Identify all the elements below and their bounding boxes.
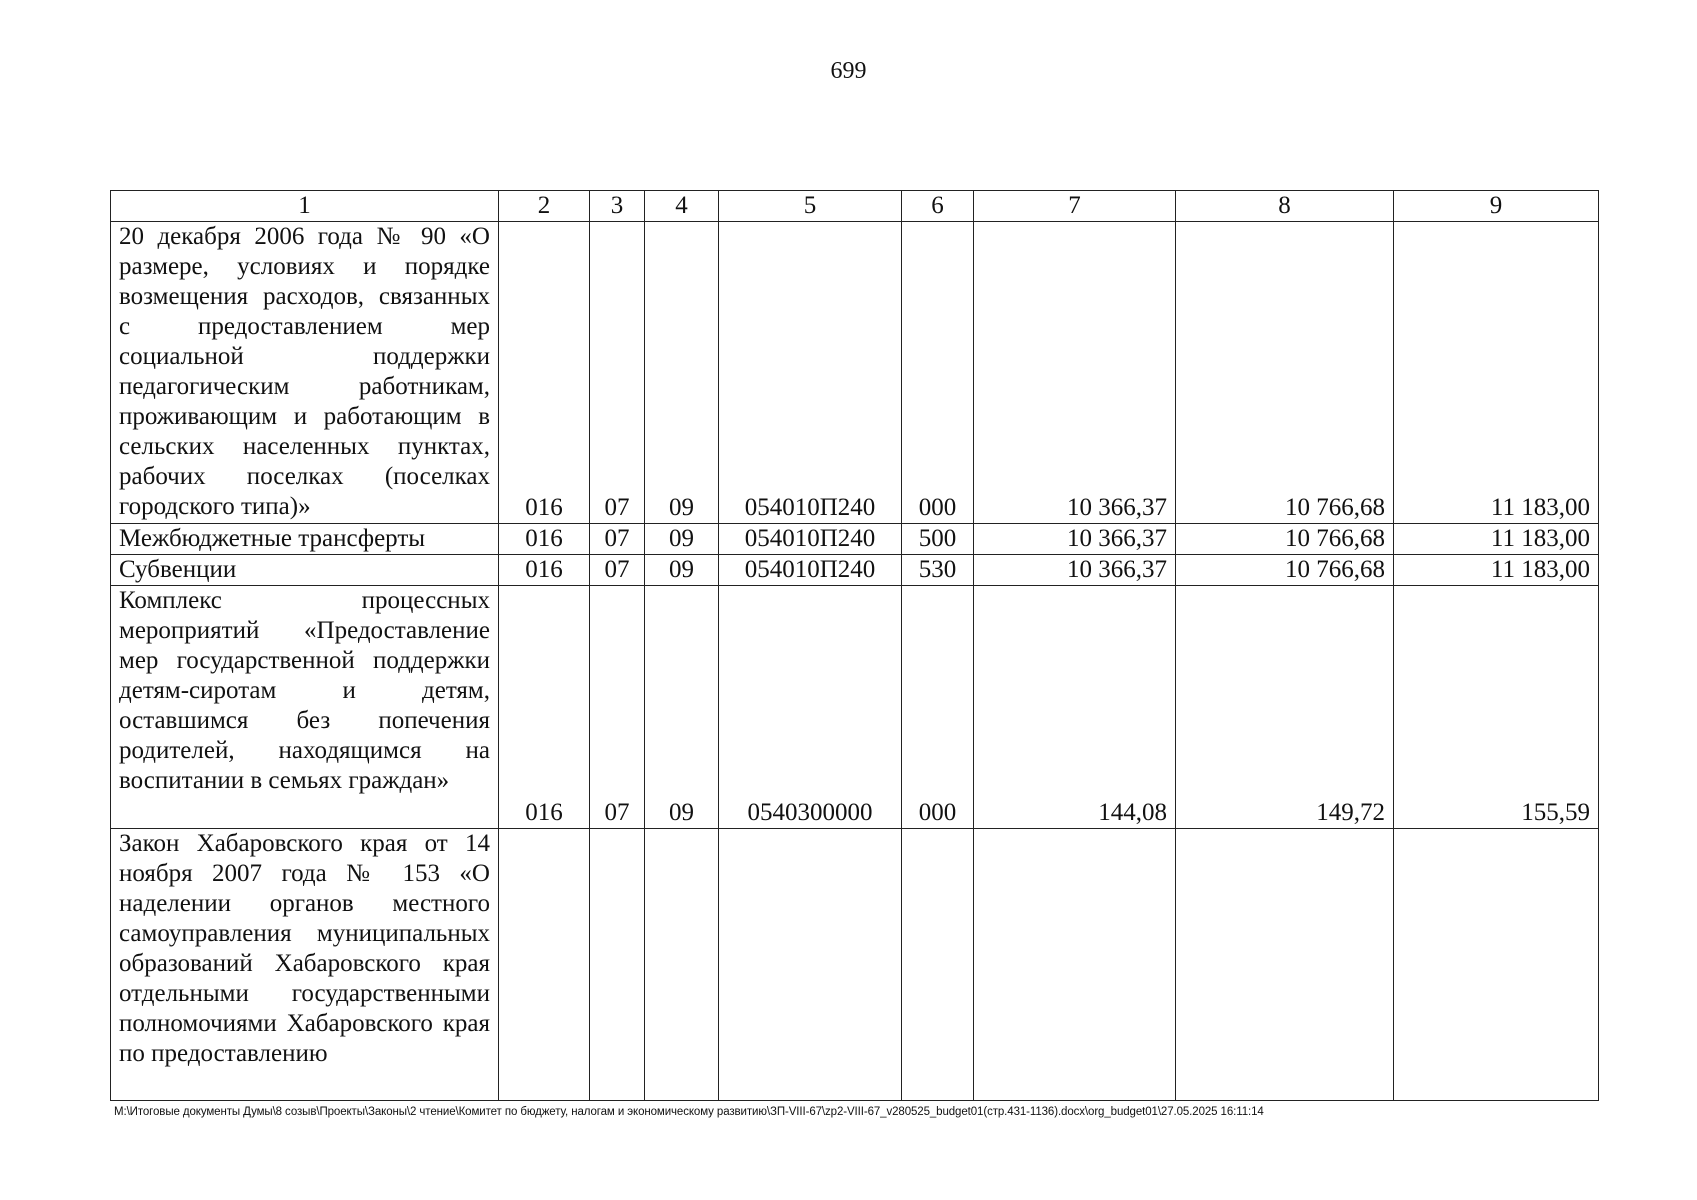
row-description: Субвенции: [111, 555, 499, 586]
cell-target-article: 0540300000: [719, 586, 902, 829]
cell-subsection: 09: [645, 222, 719, 524]
column-header: 6: [902, 191, 974, 222]
cell-amount-1: 10 366,37: [974, 222, 1176, 524]
cell-expense-type: [902, 829, 974, 1101]
cell-amount-1: 144,08: [974, 586, 1176, 829]
cell-target-article: 054010П240: [719, 524, 902, 555]
row-description: Комплекс процессных мероприятий «Предоставление мер государственной поддержки детям-сиротам и детям, оставшимся без попечения родителей, находящимся на воспитании в семьях граждан»: [111, 586, 499, 829]
cell-section: 07: [590, 555, 645, 586]
table-row: [111, 524, 1599, 555]
table-row: [111, 555, 1599, 586]
cell-grbs: [499, 829, 590, 1101]
cell-expense-type: 000: [902, 222, 974, 524]
cell-target-article: 054010П240: [719, 222, 902, 524]
cell-subsection: 09: [645, 586, 719, 829]
cell-expense-type: 500: [902, 524, 974, 555]
cell-subsection: 09: [645, 555, 719, 586]
cell-amount-3: 11 183,00: [1394, 524, 1599, 555]
column-header: 7: [974, 191, 1176, 222]
column-header: 4: [645, 191, 719, 222]
column-header: 5: [719, 191, 902, 222]
cell-expense-type: 000: [902, 586, 974, 829]
cell-target-article: [719, 829, 902, 1101]
file-path-footer: M:\Итоговые документы Думы\8 созыв\Проекты\Законы\2 чтение\Комитет по бюджету, налогам и экономическому развитию\ЗП-VIII-67\zp2-VIII-67_v280525_budget01(стр.431-1136).docx\org_budget01\27.05.2025 16:11:14: [114, 1106, 1264, 1118]
column-header: 2: [499, 191, 590, 222]
cell-expense-type: 530: [902, 555, 974, 586]
cell-amount-3: [1394, 829, 1599, 1101]
cell-amount-3: 11 183,00: [1394, 555, 1599, 586]
row-description: Межбюджетные трансферты: [111, 524, 499, 555]
cell-subsection: [645, 829, 719, 1101]
table-row: [111, 586, 1599, 829]
cell-target-article: 054010П240: [719, 555, 902, 586]
cell-grbs: 016: [499, 222, 590, 524]
table-row: [111, 222, 1599, 524]
cell-section: 07: [590, 222, 645, 524]
table-header-row: [111, 191, 1599, 222]
row-description: Закон Хабаровского края от 14 ноября 2007 года № 153 «О наделении органов местного самоуправления муниципальных образований Хабаровского края отдельными государственными полномочиями Хабаровского края по предоставлению: [111, 829, 499, 1101]
cell-amount-1: [974, 829, 1176, 1101]
table-row: [111, 829, 1599, 1101]
cell-amount-2: 10 766,68: [1176, 222, 1394, 524]
cell-grbs: 016: [499, 586, 590, 829]
cell-amount-1: 10 366,37: [974, 555, 1176, 586]
cell-amount-2: 10 766,68: [1176, 524, 1394, 555]
column-header: 9: [1394, 191, 1599, 222]
row-description: 20 декабря 2006 года № 90 «О размере, условиях и порядке возмещения расходов, связанных с предоставлением мер социальной поддержки педагогическим работникам, проживающим и работающим в сельских населенных пунктах, рабочих поселках (поселках городского типа)»: [111, 222, 499, 524]
cell-amount-2: [1176, 829, 1394, 1101]
cell-amount-3: 11 183,00: [1394, 222, 1599, 524]
column-header: 3: [590, 191, 645, 222]
cell-section: [590, 829, 645, 1101]
cell-section: 07: [590, 524, 645, 555]
cell-amount-2: 10 766,68: [1176, 555, 1394, 586]
cell-amount-2: 149,72: [1176, 586, 1394, 829]
cell-amount-3: 155,59: [1394, 586, 1599, 829]
cell-subsection: 09: [645, 524, 719, 555]
column-header: 8: [1176, 191, 1394, 222]
page-number: 699: [830, 58, 867, 84]
cell-amount-1: 10 366,37: [974, 524, 1176, 555]
cell-grbs: 016: [499, 555, 590, 586]
cell-section: 07: [590, 586, 645, 829]
cell-grbs: 016: [499, 524, 590, 555]
column-header: 1: [111, 191, 499, 222]
budget-table: [110, 190, 1599, 1101]
